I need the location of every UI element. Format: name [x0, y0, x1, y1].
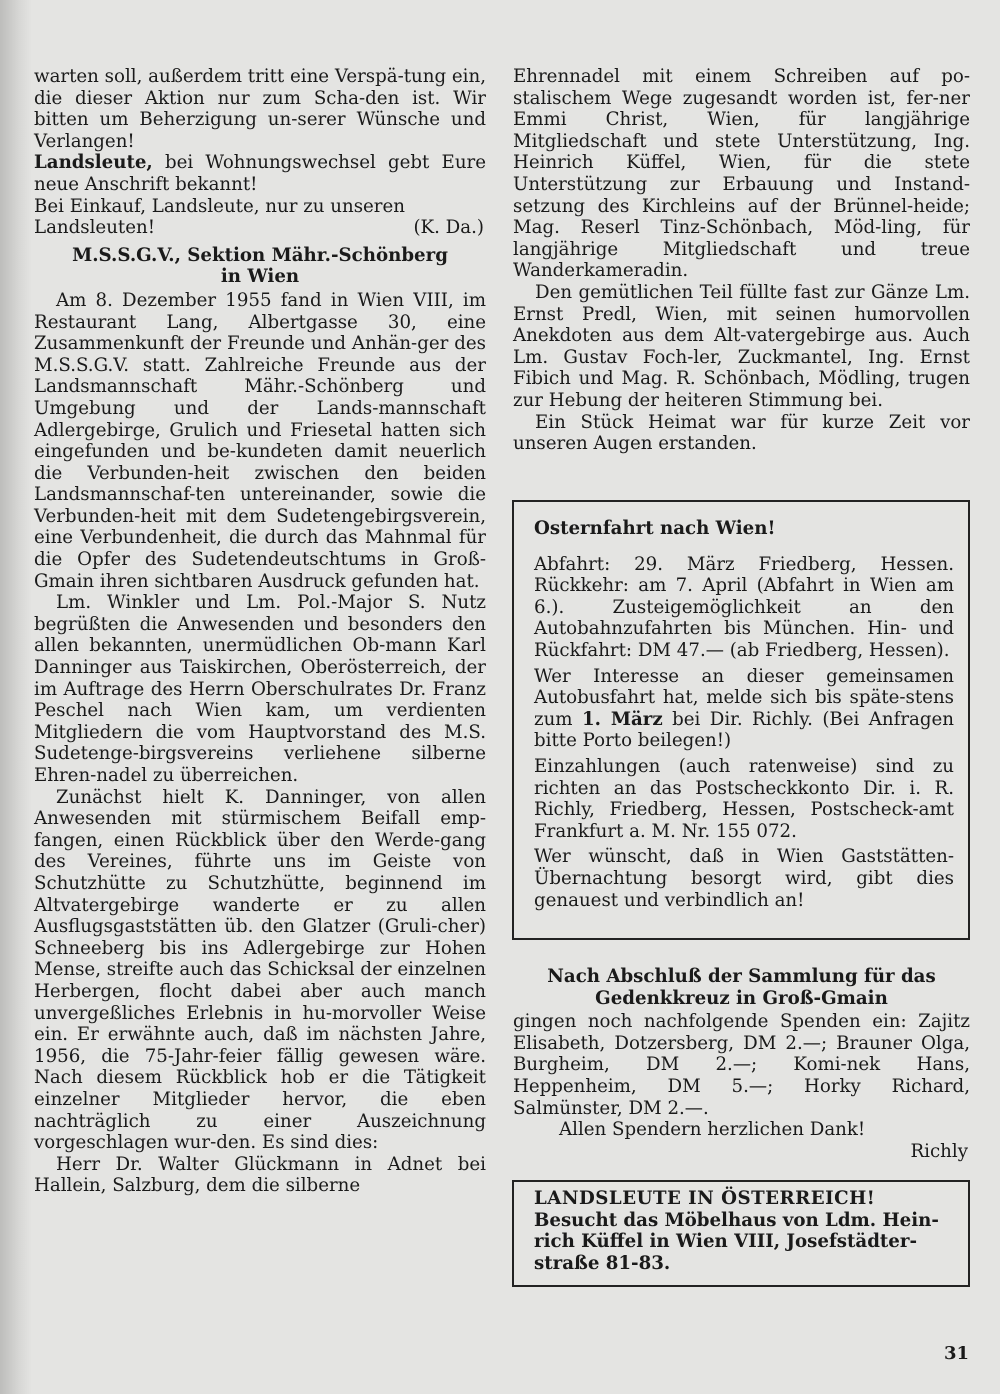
- sammlung-title-line-2: Gedenkkreuz in Groß-Gmain: [595, 987, 888, 1009]
- landsleute-paragraph: [34, 152, 486, 195]
- osterfahrt-registration-a: Wer Interesse an dieser gemeinsamen Autobusfahrt hat, melde sich bis späte-stens zum: [534, 665, 954, 730]
- section-title: [34, 245, 486, 288]
- osterfahrt-deadline: 1. März: [581, 708, 663, 730]
- paragraph-review: Zunächst hielt K. Danninger, von allen Anwesenden mit stürmischem Beifall emp-fangen, einen Rückblick über den Werde-gang des Vereines, führte uns im Geiste von Schutzhütte zu Schutzhütte, beginnend im Altvatergebirge wanderte er zu allen Ausflugsgaststätten üb. den Glatzer (Gruli-cher) Schneeberg bis ins Adlergebirge zur Hohen Mense, streifte auch das Schicksal der einzelnen Herbergen, flocht dabei aber auch manch unvergeßliches Erlebnis in hu-morvoller Weise ein. Er erwähnte auch, daß im nächsten Jahre, 1956, die 75-Jahr-feier fällig gewesen wäre. Nach diesem Rückblick hob er die Tätigkeit einzelner Mitglieder hervor, die eben nachträglich zu einer Auszeichnung vorgeschlagen wur-den. Es sind dies:: [34, 786, 486, 1154]
- paragraph-greeting: Lm. Winkler und Lm. Pol.-Major S. Nutz begrüßten die Anwesenden und besonders den allen bekannten, unermüdlichen Ob-mann Karl Danninger aus Taiskirchen, Oberösterreich, der im Auftrage des Herrn Oberschulrates Dr. Franz Peschel nach Wien kam, um verdienten Mitgliedern die vom Hauptvorstand des M.S. Sudetenge-birgsvereins verliehene silberne Ehren-nadel zu überreichen.: [34, 592, 486, 786]
- osterfahrt-box: [512, 500, 970, 940]
- ad-title: LANDSLEUTE IN ÖSTERREICH!: [534, 1188, 876, 1209]
- paragraph-glueckmann: Herr Dr. Walter Glückmann in Adnet bei Hallein, Salzburg, dem die silberne: [34, 1153, 486, 1197]
- paragraph-entertainment: Den gemütlichen Teil füllte fast zur Gänze Lm. Ernst Predl, Wien, mit seinen humorvollen Anekdoten aus dem Alt-vatergebirge aus. Auch Lm. Gustav Foch-ler, Zuckmantel, Ing. Ernst Fibich und Mag. R. Schönbach, Mödling, trugen zur Hebung der heiteren Stimmung bei.: [513, 281, 970, 411]
- section-title-line-1: M.S.S.G.V., Sektion Mähr.-Schönberg: [72, 244, 448, 266]
- section-title-line-2: in Wien: [220, 266, 300, 288]
- sammlung-title: [513, 966, 970, 1009]
- einkauf-end: Landsleuten!: [34, 217, 155, 239]
- osterfahrt-registration: [534, 666, 954, 752]
- ad-text: Besucht das Möbelhaus von Ldm. Hein-rich Küffel in Wien VIII, Josefstädter-straße 81-83.: [534, 1209, 939, 1274]
- sammlung-section: [513, 966, 970, 1162]
- paragraph-heimat: Ein Stück Heimat war für kurze Zeit vor unseren Augen erstanden.: [513, 411, 970, 455]
- osterfahrt-title: Osternfahrt nach Wien!: [534, 518, 776, 539]
- sammlung-donations: gingen noch nachfolgende Spenden ein: Zajitz Elisabeth, Dotzersberg, DM 2.—; Brauner Olga, Burgheim, DM 2.—; Komi-nek Hans, Heppenheim, DM 5.—; Horky Richard, Salmünster, DM 2.—.: [513, 1011, 970, 1119]
- ad-box: [512, 1180, 970, 1287]
- sammlung-thanks: Allen Spendern herzlichen Dank!: [559, 1119, 866, 1141]
- landsleute-bold: Landsleute,: [34, 152, 153, 174]
- page-edge: [0, 0, 32, 1394]
- osterfahrt-registration-b: bei Dir. Richly. (Bei Anfragen bitte Porto beilegen!): [534, 708, 954, 752]
- intro-paragraph: warten soll, außerdem tritt eine Verspä-tung ein, die dieser Aktion nur zum Scha-den ist. Wir bitten um Beherzigung un-serer Wünsche und Verlangen!: [34, 66, 486, 152]
- sammlung-title-line-1: Nach Abschluß der Sammlung für das: [547, 966, 936, 987]
- sammlung-signature: Richly: [910, 1140, 968, 1162]
- osterfahrt-payment: Einzahlungen (auch ratenweise) sind zu richten an das Postscheckkonto Dir. i. R. Richly, Friedberg, Hessen, Postscheck-amt Frankfurt a. M. Nr. 155 072.: [534, 755, 954, 842]
- landsleute-rest: bei Wohnungswechsel gebt Eure neue Anschrift bekannt!: [34, 152, 486, 195]
- left-column: [34, 66, 486, 1197]
- paragraph-meeting: Am 8. Dezember 1955 fand in Wien VIII, im Restaurant Lang, Albertgasse 30, eine Zusammenkunft der Freunde und Anhän-ger des M.S.S.G.V. statt. Zahlreiche Freunde aus der Landsmannschaft Mähr.-Schönberg und Umgebung und der Lands-mannschaft Adlergebirge, Grulich und Friesetal hatten sich eingefunden und be-kundeten damit neuerlich die Verbunden-heit zwischen den beiden Landsmannschaf-ten untereinander, sowie die Verbunden-heit mit dem Sudetengebirgsverein, eine Verbundenheit, die durch das Mahnmal für die Opfer des Sudetendeutschtums in Groß-Gmain ihren sichtbaren Ausdruck gefunden hat.: [34, 289, 486, 592]
- einkauf-line: Bei Einkauf, Landsleute, nur zu unseren: [34, 195, 405, 217]
- osterfahrt-schedule: Abfahrt: 29. März Friedberg, Hessen. Rückkehr: am 7. April (Abfahrt in Wien am 6.). Zusteigemöglichkeit an den Autobahnzufahrten bis München. Hin- und Rückfahrt: DM 47.— (ab Friedberg, Hessen).: [534, 553, 954, 661]
- einkauf-end-line: [34, 217, 486, 239]
- page-number: 31: [944, 1343, 970, 1364]
- right-column: [513, 66, 970, 455]
- paragraph-honors: Ehrennadel mit einem Schreiben auf po-stalischem Wege zugesandt worden ist, fer-ner Emmi Christ, Wien, für langjährige Mitgliedschaft und stete Unterstützung, Ing. Heinrich Küffel, Wien, für die stete Unterstützung zur Erbauung und Instand-setzung des Kirchleins auf der Brünnel-heide; Mag. Reserl Tinz-Schönbach, Möd-ling, für langjährige Mitgliedschaft und treue Wanderkameradin.: [513, 66, 970, 282]
- osterfahrt-lodging: Wer wünscht, daß in Wien Gaststätten-Übernachtung besorgt wird, gibt dies genauest und verbindlich an!: [534, 846, 954, 911]
- signature-kda: (K. Da.): [413, 217, 484, 239]
